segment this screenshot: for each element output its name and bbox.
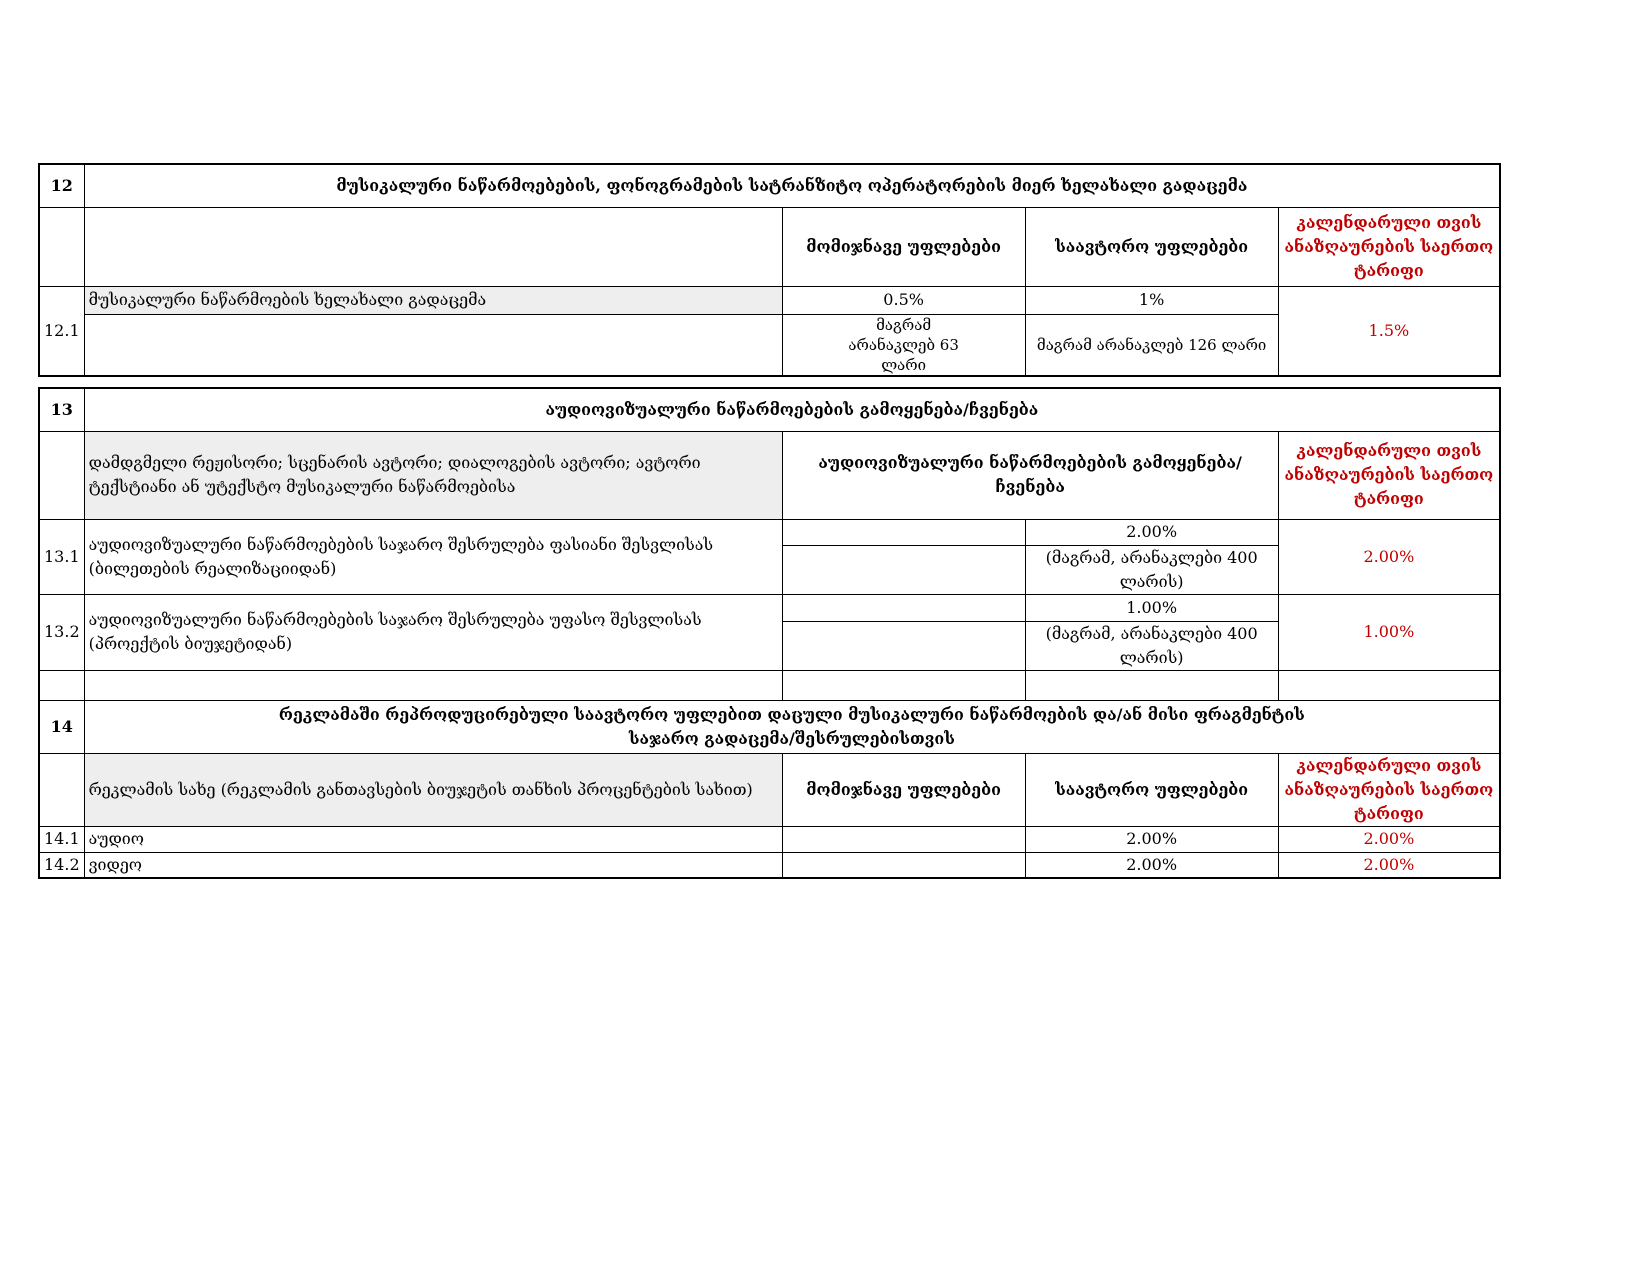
section-number: 12 bbox=[39, 164, 84, 207]
row-number: 14.1 bbox=[39, 826, 84, 852]
empty-cell bbox=[84, 314, 782, 376]
author-rights-rate: 2.00% bbox=[1025, 852, 1278, 878]
empty-cell bbox=[39, 753, 84, 826]
empty-cell bbox=[84, 207, 782, 286]
section-title: რეკლამაში რეპროდუცირებული საავტორო უფლებით დაცული მუსიკალური ნაწარმოების და/ან მისი ფრაგმენტის საჯარო გადაცემა/შესრულებისთვის bbox=[84, 700, 1500, 753]
empty-cell bbox=[39, 670, 84, 700]
column-header-author-rights: საავტორო უფლებები bbox=[1025, 207, 1278, 286]
total-tariff-value: 2.00% bbox=[1278, 826, 1500, 852]
row-label: აუდიო bbox=[84, 826, 782, 852]
section-number: 14 bbox=[39, 700, 84, 753]
author-rights-minimum: (მაგრამ, არანაკლები 400 ლარის) bbox=[1025, 621, 1278, 670]
column-header-related-rights: მომიჯნავე უფლებები bbox=[782, 207, 1025, 286]
total-tariff-value: 1.00% bbox=[1278, 594, 1500, 670]
total-tariff-value: 2.00% bbox=[1278, 519, 1500, 594]
rights-holders-description: დამდგმელი რეჟისორი; სცენარის ავტორი; დიალოგების ავტორი; ავტორი ტექსტიანი ან უტექსტო მუსიკალური ნაწარმოებისა bbox=[84, 431, 782, 519]
row-number: 13.1 bbox=[39, 519, 84, 594]
empty-cell bbox=[1025, 670, 1278, 700]
empty-cell bbox=[782, 519, 1025, 545]
empty-cell bbox=[782, 545, 1025, 594]
row-number: 14.2 bbox=[39, 852, 84, 878]
empty-cell bbox=[1278, 670, 1500, 700]
tariff-table-12 bbox=[38, 163, 1501, 377]
empty-cell bbox=[782, 621, 1025, 670]
column-header-total-tariff: კალენდარული თვის ანაზღაურების საერთო ტარიფი bbox=[1278, 207, 1500, 286]
column-header-total-tariff: კალენდარული თვის ანაზღაურების საერთო ტარიფი bbox=[1278, 753, 1500, 826]
section-title: მუსიკალური ნაწარმოებების, ფონოგრამების სატრანზიტო ოპერატორების მიერ ხელახალი გადაცემა bbox=[84, 164, 1500, 207]
empty-cell bbox=[39, 431, 84, 519]
empty-cell bbox=[782, 826, 1025, 852]
tariff-table-13-14 bbox=[38, 387, 1501, 879]
row-label: აუდიოვიზუალური ნაწარმოებების საჯარო შესრულება ფასიანი შესვლისას (ბილეთების რეალიზაციიდან) bbox=[84, 519, 782, 594]
row-label: მუსიკალური ნაწარმოების ხელახალი გადაცემა bbox=[84, 286, 782, 314]
author-rights-rate: 2.00% bbox=[1025, 519, 1278, 545]
author-rights-minimum: მაგრამ არანაკლებ 126 ლარი bbox=[1025, 314, 1278, 376]
row-label: აუდიოვიზუალური ნაწარმოებების საჯარო შესრულება უფასო შესვლისას (პროექტის ბიუჯეტიდან) bbox=[84, 594, 782, 670]
total-tariff-value: 2.00% bbox=[1278, 852, 1500, 878]
empty-cell bbox=[782, 670, 1025, 700]
related-rights-minimum: მაგრამ არანაკლებ 63 ლარი bbox=[782, 314, 1025, 376]
empty-cell bbox=[84, 670, 782, 700]
column-header-total-tariff: კალენდარული თვის ანაზღაურების საერთო ტარიფი bbox=[1278, 431, 1500, 519]
row-number: 12.1 bbox=[39, 286, 84, 376]
author-rights-rate: 2.00% bbox=[1025, 826, 1278, 852]
total-tariff-value: 1.5% bbox=[1278, 286, 1500, 376]
author-rights-rate: 1% bbox=[1025, 286, 1278, 314]
author-rights-minimum: (მაგრამ, არანაკლები 400 ლარის) bbox=[1025, 545, 1278, 594]
advertising-type-description: რეკლამის სახე (რეკლამის განთავსების ბიუჯეტის თანხის პროცენტების სახით) bbox=[84, 753, 782, 826]
column-header-related-rights: მომიჯნავე უფლებები bbox=[782, 753, 1025, 826]
column-header-author-rights: საავტორო უფლებები bbox=[1025, 753, 1278, 826]
empty-cell bbox=[782, 594, 1025, 621]
row-number: 13.2 bbox=[39, 594, 84, 670]
author-rights-rate: 1.00% bbox=[1025, 594, 1278, 621]
column-header-av-use: აუდიოვიზუალური ნაწარმოებების გამოყენება/ჩვენება bbox=[782, 431, 1278, 519]
related-rights-rate: 0.5% bbox=[782, 286, 1025, 314]
empty-cell bbox=[782, 852, 1025, 878]
section-title: აუდიოვიზუალური ნაწარმოებების გამოყენება/ჩვენება bbox=[84, 388, 1500, 431]
row-label: ვიდეო bbox=[84, 852, 782, 878]
empty-cell bbox=[39, 207, 84, 286]
section-number: 13 bbox=[39, 388, 84, 431]
